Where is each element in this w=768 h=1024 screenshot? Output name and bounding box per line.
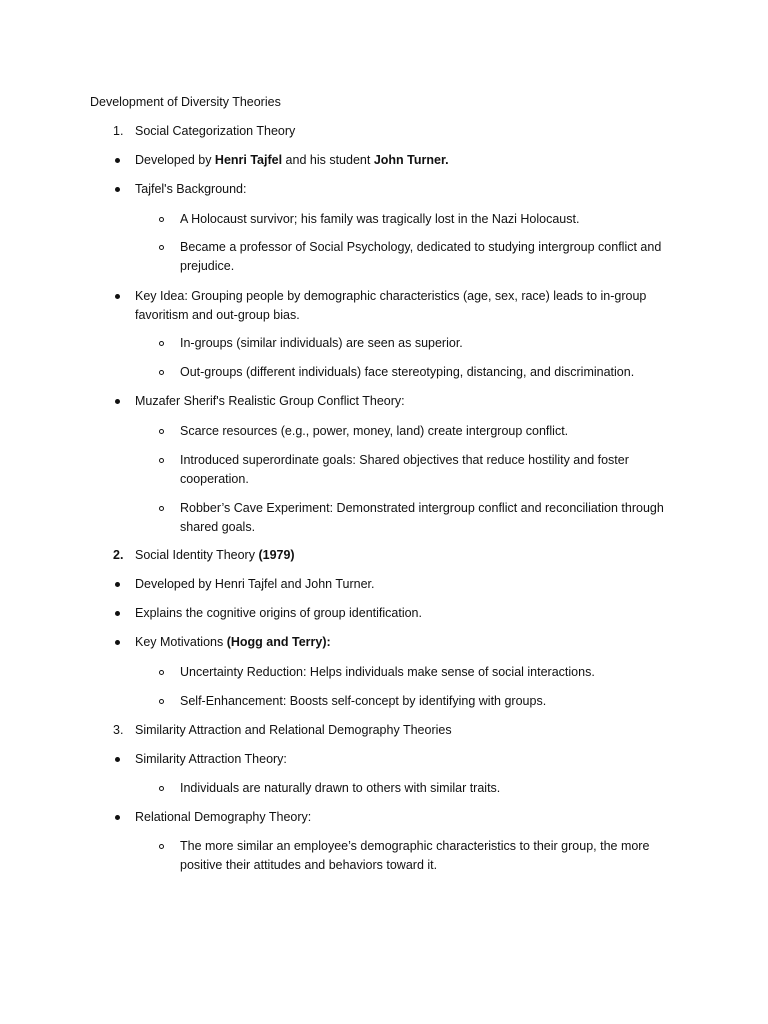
bullet-explains xyxy=(113,604,673,623)
section-number: 3. xyxy=(113,723,124,737)
sub-bullet-text: In-groups (similar individuals) are seen as superior. xyxy=(180,336,463,350)
sub-bullet-text-line1: Introduced superordinate goals: Shared objectives that reduce hostility and foster xyxy=(180,453,629,467)
circle-bullet-icon xyxy=(159,786,164,791)
circle-bullet-icon xyxy=(159,245,164,250)
sub-bullet-similar-traits xyxy=(158,779,678,798)
bullet-text: Key Motivations xyxy=(135,635,227,649)
sub-bullet-text: Scarce resources (e.g., power, money, land) create intergroup conflict. xyxy=(180,424,569,438)
circle-bullet-icon xyxy=(159,844,164,849)
sub-bullet-relational-detail xyxy=(158,837,678,875)
sub-bullet-text-line2: shared goals. xyxy=(180,520,256,534)
sub-bullet-text-line1: Robber’s Cave Experiment: Demonstrated intergroup conflict and reconciliation through xyxy=(180,501,664,515)
bullet-sherif xyxy=(113,392,673,411)
section-title: Social Identity Theory xyxy=(135,548,259,562)
bullet-text: Developed by Henri Tajfel and John Turner. xyxy=(135,577,375,591)
sub-bullet-text-line2: positive their attitudes and behaviors toward it. xyxy=(180,858,438,872)
sub-bullet-text-line2: cooperation. xyxy=(180,472,249,486)
sub-bullet-text: Out-groups (different individuals) face stereotyping, distancing, and discrimination. xyxy=(180,365,635,379)
bullet-icon xyxy=(115,187,120,192)
section-1-heading xyxy=(113,122,673,141)
bullet-icon xyxy=(115,611,120,616)
bullet-text: Similarity Attraction Theory: xyxy=(135,752,287,766)
bullet-key-motivations xyxy=(113,633,673,652)
sub-bullet-robbers-cave xyxy=(158,499,678,537)
sub-bullet-text: A Holocaust survivor; his family was tragically lost in the Nazi Holocaust. xyxy=(180,212,580,226)
title-text: Development of Diversity Theories xyxy=(90,95,281,109)
sub-bullet-text-line1: Became a professor of Social Psychology, dedicated to studying intergroup conflict and xyxy=(180,240,662,254)
sub-bullet-scarce xyxy=(158,422,678,441)
circle-bullet-icon xyxy=(159,699,164,704)
bullet-icon xyxy=(115,815,120,820)
name-henri-tajfel: Henri Tajfel xyxy=(214,153,283,167)
sub-bullet-out-groups xyxy=(158,363,678,382)
sub-bullet-text-line2: prejudice. xyxy=(180,259,235,273)
circle-bullet-icon xyxy=(159,670,164,675)
bullet-text: Relational Demography Theory: xyxy=(135,810,312,824)
bullet-developed-by-2 xyxy=(113,575,673,594)
bullet-background xyxy=(113,180,673,199)
bullet-relational-demography xyxy=(113,808,673,827)
circle-bullet-icon xyxy=(159,458,164,463)
section-3-heading xyxy=(113,721,673,740)
bullet-icon xyxy=(115,640,120,645)
bullet-developed-by xyxy=(113,151,673,170)
section-title: Similarity Attraction and Relational Demography Theories xyxy=(135,723,452,737)
section-2-heading xyxy=(113,546,673,565)
sub-bullet-holocaust xyxy=(158,210,678,229)
bullet-icon xyxy=(115,158,120,163)
sub-bullet-superordinate xyxy=(158,451,678,489)
sub-bullet-professor xyxy=(158,238,678,276)
circle-bullet-icon xyxy=(159,370,164,375)
bullet-text-line2: favoritism and out-group bias. xyxy=(135,308,300,322)
section-number: 2. xyxy=(113,548,124,562)
section-number: 1. xyxy=(113,124,124,138)
sub-bullet-self-enhancement xyxy=(158,692,678,711)
circle-bullet-icon xyxy=(159,341,164,346)
sub-bullet-in-groups xyxy=(158,334,678,353)
circle-bullet-icon xyxy=(159,217,164,222)
bullet-similarity-attraction xyxy=(113,750,673,769)
sub-bullet-uncertainty xyxy=(158,663,678,682)
document-title xyxy=(90,93,281,112)
text: Developed by xyxy=(135,153,215,167)
sub-bullet-text: Individuals are naturally drawn to others with similar traits. xyxy=(180,781,501,795)
bullet-icon xyxy=(115,294,120,299)
sub-bullet-text: Uncertainty Reduction: Helps individuals make sense of social interactions. xyxy=(180,665,595,679)
bullet-icon xyxy=(115,582,120,587)
bullet-text-line1: Key Idea: Grouping people by demographic characteristics (age, sex, race) leads to in-group xyxy=(135,289,647,303)
name-john-turner: John Turner. xyxy=(373,153,449,167)
bullet-key-idea xyxy=(113,287,673,325)
citation-hogg-terry: (Hogg and Terry): xyxy=(226,635,331,649)
sub-bullet-text: Self-Enhancement: Boosts self-concept by identifying with groups. xyxy=(180,694,547,708)
bullet-text: Muzafer Sherif's Realistic Group Conflict Theory: xyxy=(135,394,405,408)
text: and his student xyxy=(282,153,374,167)
circle-bullet-icon xyxy=(159,429,164,434)
bullet-icon xyxy=(115,757,120,762)
bullet-text: Explains the cognitive origins of group identification. xyxy=(135,606,422,620)
bullet-text: Tajfel's Background: xyxy=(135,182,247,196)
section-year: (1979) xyxy=(258,548,295,562)
section-title: Social Categorization Theory xyxy=(135,124,296,138)
sub-bullet-text-line1: The more similar an employee’s demographic characteristics to their group, the more xyxy=(180,839,650,853)
circle-bullet-icon xyxy=(159,506,164,511)
bullet-icon xyxy=(115,399,120,404)
